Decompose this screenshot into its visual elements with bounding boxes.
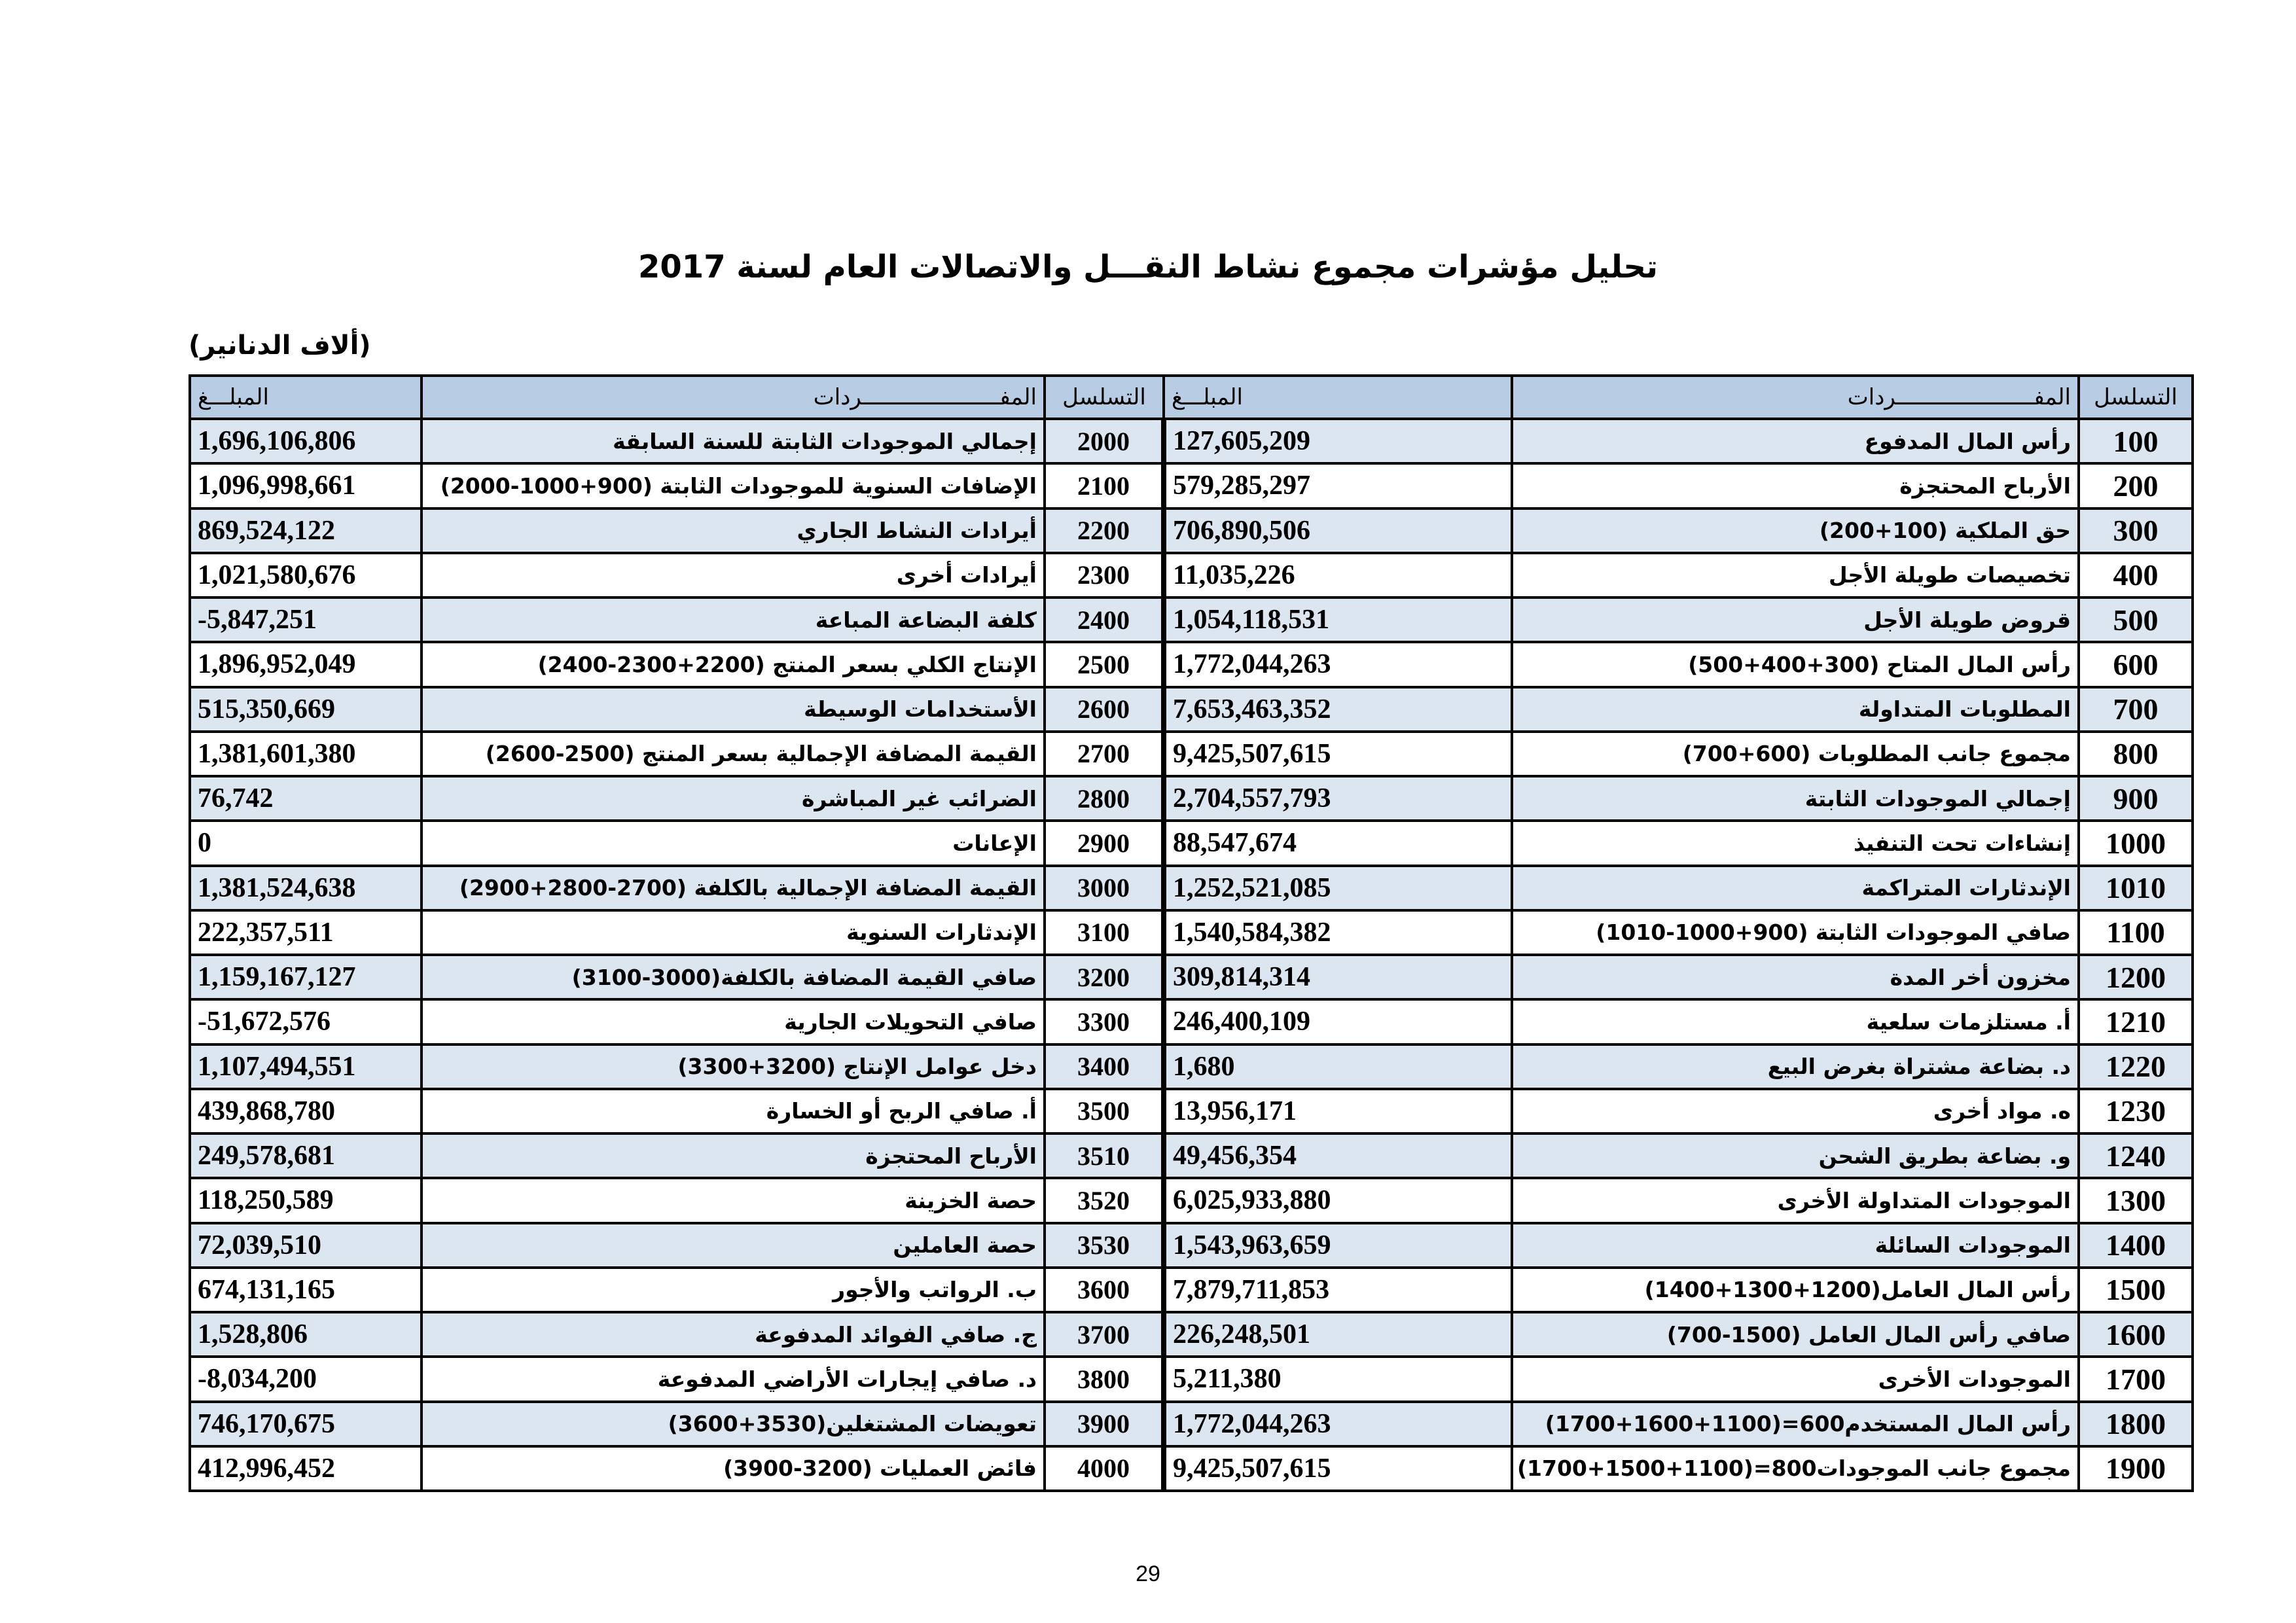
- amount-cell: 1,543,963,659: [1164, 1223, 1512, 1268]
- seq-cell: 1000: [2079, 821, 2193, 865]
- item-cell-2: صافي التحويلات الجارية: [422, 999, 1045, 1044]
- item-cell: الأرباح المحتجزة: [1512, 463, 2079, 508]
- amount-cell: 49,456,354: [1164, 1133, 1512, 1178]
- seq-cell: 600: [2079, 642, 2193, 687]
- page-title: تحليل مؤشرات مجموع نشاط النقـــل والاتصالات العام لسنة 2017: [638, 249, 1658, 285]
- item-cell: رأس المال العامل(1200+1300+1400): [1512, 1268, 2079, 1312]
- table-row: [190, 642, 2193, 687]
- table-row: [190, 1268, 2193, 1312]
- item-cell-2: الإنتاج الكلي بسعر المنتج (2200+2300-2400): [422, 642, 1045, 687]
- seq-cell-2: 3500: [1045, 1089, 1164, 1133]
- item-cell: مخزون أخر المدة: [1512, 955, 2079, 999]
- amount-cell-2: 515,350,669: [190, 687, 422, 732]
- item-cell: رأس المال المتاح (300+400+500): [1512, 642, 2079, 687]
- table-row: [190, 910, 2193, 955]
- seq-cell: 1100: [2079, 910, 2193, 955]
- seq-cell-2: 3520: [1045, 1178, 1164, 1222]
- item-cell-2: القيمة المضافة الإجمالية بسعر المنتج (2500-2600): [422, 732, 1045, 776]
- seq-cell: 1210: [2079, 999, 2193, 1044]
- amount-cell-2: 412,996,452: [190, 1446, 422, 1491]
- amount-cell-2: 72,039,510: [190, 1223, 422, 1268]
- seq-cell: 100: [2079, 419, 2193, 463]
- item-cell: الموجودات المتداولة الأخرى: [1512, 1178, 2079, 1222]
- item-cell-2: صافي القيمة المضافة بالكلفة(3000-3100): [422, 955, 1045, 999]
- table-header-row: [190, 376, 2193, 419]
- seq-cell-2: 4000: [1045, 1446, 1164, 1491]
- table-row: [190, 1133, 2193, 1178]
- table-row: [190, 1402, 2193, 1446]
- seq-cell-2: 2100: [1045, 463, 1164, 508]
- seq-cell-2: 3400: [1045, 1044, 1164, 1089]
- header-amount-2: المبلـــغ: [190, 376, 422, 419]
- seq-cell-2: 2800: [1045, 776, 1164, 821]
- amount-cell: 706,890,506: [1164, 508, 1512, 553]
- seq-cell: 1240: [2079, 1133, 2193, 1178]
- seq-cell-2: 3100: [1045, 910, 1164, 955]
- seq-cell-2: 3900: [1045, 1402, 1164, 1446]
- seq-cell: 1220: [2079, 1044, 2193, 1089]
- amount-cell: 11,035,226: [1164, 553, 1512, 597]
- header-item: المفـــــــــــــــــــــردات: [1512, 376, 2079, 419]
- amount-cell: 6,025,933,880: [1164, 1178, 1512, 1222]
- seq-cell: 1010: [2079, 866, 2193, 910]
- seq-cell-2: 2500: [1045, 642, 1164, 687]
- amount-cell-2: 1,381,524,638: [190, 866, 422, 910]
- amount-cell: 579,285,297: [1164, 463, 1512, 508]
- table-row: [190, 1178, 2193, 1222]
- seq-cell-2: 2900: [1045, 821, 1164, 865]
- amount-cell-2: -8,034,200: [190, 1357, 422, 1401]
- seq-cell: 1300: [2079, 1178, 2193, 1222]
- seq-cell-2: 3600: [1045, 1268, 1164, 1312]
- item-cell-2: ب. الرواتب والأجور: [422, 1268, 1045, 1312]
- amount-cell: 9,425,507,615: [1164, 732, 1512, 776]
- seq-cell-2: 3700: [1045, 1312, 1164, 1357]
- seq-cell: 400: [2079, 553, 2193, 597]
- seq-cell: 800: [2079, 732, 2193, 776]
- amount-cell: 1,772,044,263: [1164, 642, 1512, 687]
- table-row: [190, 553, 2193, 597]
- item-cell-2: إجمالي الموجودات الثابتة للسنة السابقة: [422, 419, 1045, 463]
- seq-cell-2: 3200: [1045, 955, 1164, 999]
- amount-cell: 2,704,557,793: [1164, 776, 1512, 821]
- item-cell-2: القيمة المضافة الإجمالية بالكلفة (2700-2800+2900): [422, 866, 1045, 910]
- header-amount: المبلـــغ: [1164, 376, 1512, 419]
- seq-cell-2: 3530: [1045, 1223, 1164, 1268]
- item-cell: الإندثارات المتراكمة: [1512, 866, 2079, 910]
- seq-cell-2: 2200: [1045, 508, 1164, 553]
- item-cell-2: ج. صافي الفوائد المدفوعة: [422, 1312, 1045, 1357]
- table-row: [190, 1312, 2193, 1357]
- seq-cell: 300: [2079, 508, 2193, 553]
- amount-cell-2: 1,381,601,380: [190, 732, 422, 776]
- table-row: [190, 419, 2193, 463]
- item-cell: إجمالي الموجودات الثابتة: [1512, 776, 2079, 821]
- item-cell-2: الإضافات السنوية للموجودات الثابتة (900+1000-2000): [422, 463, 1045, 508]
- amount-cell-2: 674,131,165: [190, 1268, 422, 1312]
- item-cell: حق الملكية (100+200): [1512, 508, 2079, 553]
- item-cell: صافي الموجودات الثابتة (900+1000-1010): [1512, 910, 2079, 955]
- units-note: (ألاف الدنانير): [188, 330, 371, 361]
- amount-cell: 309,814,314: [1164, 955, 1512, 999]
- amount-cell: 1,772,044,263: [1164, 1402, 1512, 1446]
- item-cell: مجموع جانب المطلوبات (600+700): [1512, 732, 2079, 776]
- amount-cell-2: -51,672,576: [190, 999, 422, 1044]
- table-row: [190, 1223, 2193, 1268]
- seq-cell: 1500: [2079, 1268, 2193, 1312]
- seq-cell: 1800: [2079, 1402, 2193, 1446]
- seq-cell: 1900: [2079, 1446, 2193, 1491]
- seq-cell-2: 2000: [1045, 419, 1164, 463]
- amount-cell: 13,956,171: [1164, 1089, 1512, 1133]
- amount-cell-2: 1,021,580,676: [190, 553, 422, 597]
- amount-cell-2: 1,696,106,806: [190, 419, 422, 463]
- table-row: [190, 1357, 2193, 1401]
- item-cell-2: كلفة البضاعة المباعة: [422, 597, 1045, 642]
- amount-cell-2: 1,096,998,661: [190, 463, 422, 508]
- table-row: [190, 776, 2193, 821]
- amount-cell: 5,211,380: [1164, 1357, 1512, 1401]
- page-number: 29: [1136, 1561, 1160, 1586]
- table-row: [190, 999, 2193, 1044]
- amount-cell: 7,879,711,853: [1164, 1268, 1512, 1312]
- seq-cell-2: 2300: [1045, 553, 1164, 597]
- item-cell: صافي رأس المال العامل (1500-700): [1512, 1312, 2079, 1357]
- amount-cell: 1,252,521,085: [1164, 866, 1512, 910]
- amount-cell: 88,547,674: [1164, 821, 1512, 865]
- item-cell-2: الإعانات: [422, 821, 1045, 865]
- item-cell-2: أيرادات النشاط الجاري: [422, 508, 1045, 553]
- item-cell: رأس المال المدفوع: [1512, 419, 2079, 463]
- item-cell-2: د. صافي إيجارات الأراضي المدفوعة: [422, 1357, 1045, 1401]
- item-cell-2: الإندثارات السنوية: [422, 910, 1045, 955]
- seq-cell-2: 3510: [1045, 1133, 1164, 1178]
- amount-cell-2: 249,578,681: [190, 1133, 422, 1178]
- amount-cell: 246,400,109: [1164, 999, 1512, 1044]
- item-cell-2: دخل عوامل الإنتاج (3200+3300): [422, 1044, 1045, 1089]
- seq-cell: 1230: [2079, 1089, 2193, 1133]
- seq-cell: 700: [2079, 687, 2193, 732]
- amount-cell: 1,540,584,382: [1164, 910, 1512, 955]
- seq-cell-2: 3800: [1045, 1357, 1164, 1401]
- table-row: [190, 1089, 2193, 1133]
- amount-cell-2: 1,107,494,551: [190, 1044, 422, 1089]
- item-cell: قروض طويلة الأجل: [1512, 597, 2079, 642]
- seq-cell: 200: [2079, 463, 2193, 508]
- item-cell-2: الضرائب غير المباشرة: [422, 776, 1045, 821]
- item-cell: تخصيصات طويلة الأجل: [1512, 553, 2079, 597]
- table-row: [190, 463, 2193, 508]
- amount-cell-2: 76,742: [190, 776, 422, 821]
- amount-cell-2: 222,357,511: [190, 910, 422, 955]
- seq-cell-2: 2700: [1045, 732, 1164, 776]
- item-cell-2: حصة العاملين: [422, 1223, 1045, 1268]
- item-cell: الموجودات السائلة: [1512, 1223, 2079, 1268]
- item-cell: مجموع جانب الموجودات800=(1100+1500+1700): [1512, 1446, 2079, 1491]
- item-cell: و. بضاعة بطريق الشحن: [1512, 1133, 2079, 1178]
- item-cell: ه. مواد أخرى: [1512, 1089, 2079, 1133]
- amount-cell-2: 1,159,167,127: [190, 955, 422, 999]
- table-row: [190, 821, 2193, 865]
- table-row: [190, 508, 2193, 553]
- amount-cell-2: -5,847,251: [190, 597, 422, 642]
- amount-cell: 226,248,501: [1164, 1312, 1512, 1357]
- seq-cell: 1600: [2079, 1312, 2193, 1357]
- item-cell-2: فائض العمليات (3200-3900): [422, 1446, 1045, 1491]
- seq-cell: 1400: [2079, 1223, 2193, 1268]
- item-cell: رأس المال المستخدم600=(1100+1600+1700): [1512, 1402, 2079, 1446]
- table-row: [190, 955, 2193, 999]
- table-row: [190, 687, 2193, 732]
- seq-cell-2: 2600: [1045, 687, 1164, 732]
- header-seq: التسلسل: [2079, 376, 2193, 419]
- amount-cell: 7,653,463,352: [1164, 687, 1512, 732]
- indicators-table: [188, 374, 2194, 1492]
- table-row: [190, 866, 2193, 910]
- amount-cell: 9,425,507,615: [1164, 1446, 1512, 1491]
- amount-cell-2: 439,868,780: [190, 1089, 422, 1133]
- amount-cell-2: 0: [190, 821, 422, 865]
- seq-cell: 500: [2079, 597, 2193, 642]
- amount-cell-2: 746,170,675: [190, 1402, 422, 1446]
- table-row: [190, 597, 2193, 642]
- item-cell-2: الأستخدامات الوسيطة: [422, 687, 1045, 732]
- seq-cell: 1700: [2079, 1357, 2193, 1401]
- item-cell: الموجودات الأخرى: [1512, 1357, 2079, 1401]
- amount-cell: 1,680: [1164, 1044, 1512, 1089]
- table-row: [190, 1446, 2193, 1491]
- header-item-2: المفـــــــــــــــــــــردات: [422, 376, 1045, 419]
- item-cell: المطلوبات المتداولة: [1512, 687, 2079, 732]
- item-cell: د. بضاعة مشتراة بغرض البيع: [1512, 1044, 2079, 1089]
- amount-cell: 127,605,209: [1164, 419, 1512, 463]
- amount-cell-2: 1,528,806: [190, 1312, 422, 1357]
- header-seq-2: التسلسل: [1045, 376, 1164, 419]
- item-cell-2: تعويضات المشتغلين(3530+3600): [422, 1402, 1045, 1446]
- amount-cell-2: 1,896,952,049: [190, 642, 422, 687]
- item-cell-2: حصة الخزينة: [422, 1178, 1045, 1222]
- seq-cell-2: 3000: [1045, 866, 1164, 910]
- amount-cell-2: 869,524,122: [190, 508, 422, 553]
- item-cell: إنشاءات تحت التنفيذ: [1512, 821, 2079, 865]
- item-cell-2: أيرادات أخرى: [422, 553, 1045, 597]
- item-cell: أ. مستلزمات سلعية: [1512, 999, 2079, 1044]
- seq-cell-2: 3300: [1045, 999, 1164, 1044]
- seq-cell: 1200: [2079, 955, 2193, 999]
- item-cell-2: الأرباح المحتجزة: [422, 1133, 1045, 1178]
- amount-cell: 1,054,118,531: [1164, 597, 1512, 642]
- table-row: [190, 1044, 2193, 1089]
- item-cell-2: أ. صافي الربح أو الخسارة: [422, 1089, 1045, 1133]
- seq-cell-2: 2400: [1045, 597, 1164, 642]
- table-row: [190, 732, 2193, 776]
- seq-cell: 900: [2079, 776, 2193, 821]
- amount-cell-2: 118,250,589: [190, 1178, 422, 1222]
